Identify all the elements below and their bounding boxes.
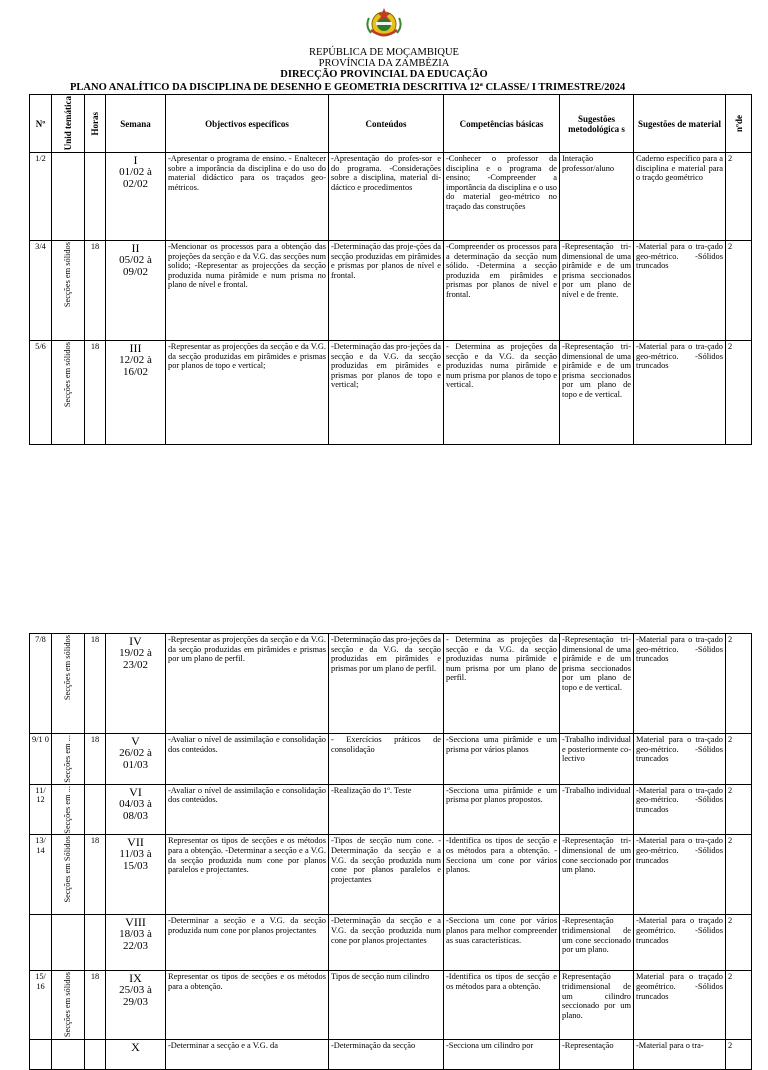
row-competences: -Secciona um cone por vários planos para melhor compreender as suas características. [444, 915, 560, 971]
row-week: V 26/02 à 01/03 [106, 734, 166, 785]
row-competences: -Secciona um cilindro por [444, 1039, 560, 1069]
row-nde: 2 [726, 734, 752, 785]
row-methodology: -Representação tri-dimensional de um cone seccionado por um plano. [560, 835, 634, 915]
row-contents: -Determinação da secção [329, 1039, 444, 1069]
row-methodology: -Representação tri-dimensional de uma pirâmide e de um prisma seccionados por um plano de topo e de vertical. [560, 341, 634, 445]
row-competences: - Determina as projeções da secção e da V.G. da secção produzidas numa pirâmide e num prisma por planos de topo e vertical. [444, 341, 560, 445]
row-objectives: -Mencionar os processos para a obtenção das projeções da secção e da V.G. das secções num solido; -Representar as projecções da secção produzida numa pirâmide e num prisma no plano de nível e frontal. [166, 241, 329, 341]
row-hours: 18 [85, 971, 106, 1039]
row-material: Material para o traçado geométrico. -Sólidos truncados [634, 971, 726, 1039]
row-competences: -Secciona uma pirâmide e um prisma por vários planos [444, 734, 560, 785]
row-objectives: -Representar as projecções da secção e da V.G. da secção produzidas em pirâmides e prismas por planos de topo e vertical; [166, 341, 329, 445]
row-number: 15/ 16 [30, 971, 52, 1039]
row-week: X [106, 1039, 166, 1069]
coat-of-arms-icon [361, 6, 407, 40]
table-row [30, 153, 752, 241]
row-objectives: -Determinar a secção e a V.G. da secção produzida num cone por planos projectantes [166, 915, 329, 971]
row-competences: -Identifica os tipos de secção e os métodos para a obtenção. [444, 971, 560, 1039]
row-week: IX 25/03 à 29/03 [106, 971, 166, 1039]
row-competences: -Identifica os tipos de secção e os métodos para a obtenção. -Secciona um cone por vários planos. [444, 835, 560, 915]
row-material: -Material para o tra-çado geo-métrico. -Sólidos truncados [634, 634, 726, 734]
row-unit: Secções em sólidos [52, 971, 85, 1039]
col-material-header: Sugestões de material [634, 95, 726, 153]
table-row [30, 971, 752, 1039]
row-unit: Secções em ... [52, 734, 85, 785]
row-nde: 2 [726, 241, 752, 341]
row-number: 13/ 14 [30, 835, 52, 915]
row-contents: - Exercícios práticos de consolidação [329, 734, 444, 785]
row-number [30, 1039, 52, 1069]
row-objectives: -Apresentar o programa de ensino. - Enaltecer sobre a imporância da disciplina e do uso do material didáctico para os traçados geo-métricos. [166, 153, 329, 241]
row-nde: 2 [726, 341, 752, 445]
table-header-row [30, 95, 752, 153]
row-unit: Secções em sólidos [52, 634, 85, 734]
table-row [30, 341, 752, 445]
row-methodology: -Representação tri-dimensional de uma pirâmide e de um prisma seccionados por um plano de topo e de vertical. [560, 634, 634, 734]
col-objectives-header: Objectivos específicos [166, 95, 329, 153]
row-unit: Secções em ... [52, 784, 85, 835]
row-week: VII 11/03 à 15/03 [106, 835, 166, 915]
plan-table-page-1 [29, 94, 752, 445]
row-nde: 2 [726, 1039, 752, 1069]
table-row [30, 634, 752, 734]
row-week: IV 19/02 à 23/02 [106, 634, 166, 734]
col-hours-header: Horas [85, 95, 106, 153]
row-material: Caderno específico para a disciplina e material para o traçdo geométrico [634, 153, 726, 241]
row-hours: 18 [85, 634, 106, 734]
row-hours [85, 1039, 106, 1069]
row-contents: -Determinação da secção e a V.G. da secção produzida num cone por planos projectantes [329, 915, 444, 971]
row-number: 5/6 [30, 341, 52, 445]
row-contents: -Apresentação do profes-sor e do programa. -Considerações sobre a disciplina, material di-dáctico e procedimentos [329, 153, 444, 241]
row-methodology: -Representação tri-dimensional de uma pirâmide e de um prisma seccionados por um plano de nível e de frente. [560, 241, 634, 341]
row-number: 1/2 [30, 153, 52, 241]
row-unit [52, 915, 85, 971]
row-week: VI 04/03 à 08/03 [106, 784, 166, 835]
row-hours: 18 [85, 835, 106, 915]
plan-table-page-2 [29, 633, 752, 1070]
row-hours: 18 [85, 734, 106, 785]
header-republic: REPÚBLICA DE MOÇAMBIQUE [309, 47, 459, 58]
row-unit: Secções em Sólidos [52, 835, 85, 915]
row-methodology: -Representação tridimensional de um cone seccionado por um plano. [560, 915, 634, 971]
col-nde-header: nºde [726, 95, 752, 153]
col-unit-header: Unid temática [52, 95, 85, 153]
row-unit [52, 1039, 85, 1069]
document-header [0, 6, 768, 80]
header-province: PROVÍNCIA DA ZAMBÉZIA [318, 58, 450, 69]
row-competences: -Conhecer o professor da disciplina e o programa de ensino; -Compreender a importância da disciplina e o uso do material geo-métrico no traçado das construções [444, 153, 560, 241]
row-nde: 2 [726, 835, 752, 915]
row-methodology: -Representação [560, 1039, 634, 1069]
row-hours [85, 915, 106, 971]
row-unit: Secções em sólidos [52, 341, 85, 445]
row-contents: -Determinação das pro-jeções da secção e da V.G. da secção produzidas em pirâmides e prismas por um plano de perfil. [329, 634, 444, 734]
row-material: -Material para o tra-çado geo-métrico. -Sólidos truncados [634, 241, 726, 341]
table-row [30, 734, 752, 785]
row-number: 11/ 12 [30, 784, 52, 835]
row-contents: -Determinação das pro-jeções da secção e da V.G. da secção produzidas em pirâmides e prismas por planos de topo e vertical; [329, 341, 444, 445]
table-row [30, 784, 752, 835]
row-methodology: Interação professor/aluno [560, 153, 634, 241]
row-objectives: -Representar as projecções da secção e da V.G. da secção produzidas em pirâmides e prismas por um plano de perfil. [166, 634, 329, 734]
row-week: II 05/02 à 09/02 [106, 241, 166, 341]
row-competences: -Secciona uma pirâmide e um prisma por planos propostos. [444, 784, 560, 835]
row-hours: 18 [85, 241, 106, 341]
row-methodology: -Trabalho individual [560, 784, 634, 835]
row-material: -Material para o tra-çado geo-métrico. -Sólidos truncados [634, 341, 726, 445]
row-unit [52, 153, 85, 241]
row-competences: - Determina as projeções da secção e da V.G. da secção produzidas numa pirâmide e num prisma por um plano de perfil. [444, 634, 560, 734]
col-week-header: Semana [106, 95, 166, 153]
row-week: VIII 18/03 à 22/03 [106, 915, 166, 971]
table-row [30, 1039, 752, 1069]
header-directorate: DIRECÇÃO PROVINCIAL DA EDUCAÇÃO [280, 69, 488, 80]
row-nde: 2 [726, 153, 752, 241]
row-hours [85, 784, 106, 835]
row-number: 3/4 [30, 241, 52, 341]
row-competences: -Compreender os processos para a determinação da secção num sólido. -Determina a secção produzida em pirâmides e prismas por planos de nível e frontal. [444, 241, 560, 341]
row-contents: Tipos de secção num cilindro [329, 971, 444, 1039]
row-contents: -Realização do 1º. Teste [329, 784, 444, 835]
row-week: III 12/02 à 16/02 [106, 341, 166, 445]
row-hours: 18 [85, 341, 106, 445]
row-nde: 2 [726, 784, 752, 835]
row-week: I 01/02 à 02/02 [106, 153, 166, 241]
col-competences-header: Competências básicas [444, 95, 560, 153]
row-objectives: -Determinar a secção e a V.G. da [166, 1039, 329, 1069]
row-nde: 2 [726, 634, 752, 734]
row-number: 9/1 0 [30, 734, 52, 785]
row-objectives: -Avaliar o nível de assimilação e consolidação dos conteúdos. [166, 734, 329, 785]
page-break [0, 445, 768, 633]
row-material: -Material para o tra-çado geo-métrico. -Sólidos truncados [634, 784, 726, 835]
row-material: -Material para o tra- [634, 1039, 726, 1069]
plan-title: PLANO ANALÍTICO DA DISCIPLINA DE DESENHO E GEOMETRIA DESCRITIVA 12ª CLASSE/ I TRIMESTRE/2024 [70, 82, 626, 93]
row-material: Material para o tra-çado geo-métrico. -Sólidos truncados [634, 734, 726, 785]
table-row [30, 915, 752, 971]
row-material: -Material para o traçado geométrico. -Sólidos truncados [634, 915, 726, 971]
table-row [30, 835, 752, 915]
col-contents-header: Conteúdos [329, 95, 444, 153]
row-material: -Material para o tra-çado geo-métrico. -Sólidos truncados [634, 835, 726, 915]
row-objectives: Representar os tipos de secções e os métodos para a obtenção. [166, 971, 329, 1039]
row-objectives: Representar os tipos de secções e os métodos para a obtenção. -Determinar a secção e a V.G. da secção produzida num cone por planos paralelos e projectantes. [166, 835, 329, 915]
col-num-header: Nº [30, 95, 52, 153]
row-methodology: Representação tridimensional de um cilindro seccionado por um plano. [560, 971, 634, 1039]
row-hours [85, 153, 106, 241]
row-nde: 2 [726, 915, 752, 971]
table-row [30, 241, 752, 341]
col-methodology-header: Sugestões metodológica s [560, 95, 634, 153]
row-number: 7/8 [30, 634, 52, 734]
row-contents: -Tipos de secção num cone. -Determinação da secção e a V.G. da secção produzida num cone por planos paralelos e projectantes [329, 835, 444, 915]
row-number [30, 915, 52, 971]
row-contents: -Determinação das proje-ções da secção produzidas em pirâmides e prismas por planos de nível e frontal. [329, 241, 444, 341]
row-unit: Secções em sólidos [52, 241, 85, 341]
row-nde: 2 [726, 971, 752, 1039]
row-objectives: -Avaliar o nível de assimilação e consolidação dos conteúdos. [166, 784, 329, 835]
row-methodology: -Trabalho individual e posteriormente co-lectivo [560, 734, 634, 785]
